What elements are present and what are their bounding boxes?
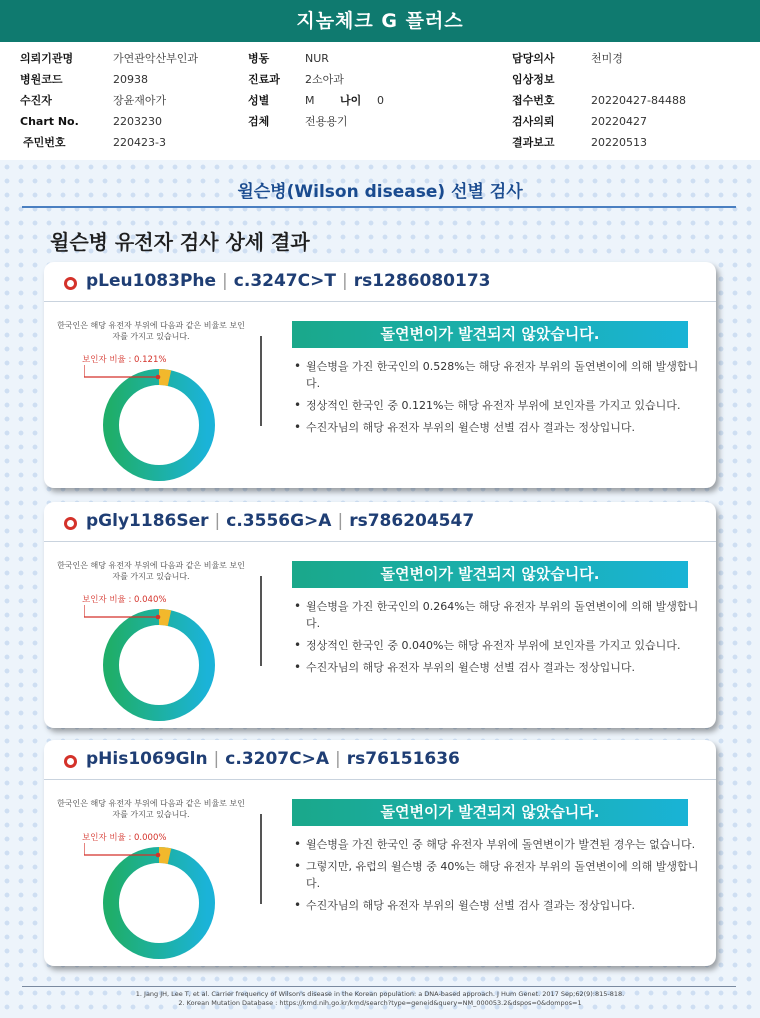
section-title: 윌슨병(Wilson disease) 선별 검사 — [237, 182, 523, 202]
bullet-item: • 윌슨병을 가진 한국인 중 해당 유전자 부위에 돌연변이가 발견된 경우는 없습니다. — [292, 836, 702, 853]
cdna-change: c.3207C>A — [225, 749, 330, 769]
carrier-marker-dot — [156, 853, 161, 858]
noncarrier-slice — [111, 617, 207, 713]
rs-id: rs76151636 — [346, 749, 460, 769]
bullet-item: • 그렇지만, 유럽의 윌슨병 중 40%는 해당 유전자 부위의 돌연변이에 의해 발생합니다. — [292, 858, 702, 892]
result-banner: 돌연변이가 발견되지 않았습니다. — [292, 321, 688, 348]
carrier-slice — [159, 617, 169, 618]
variant-id — [86, 749, 460, 769]
carrier-description: 한국인은 해당 유전자 부위에 다음과 같은 비율로 보인자를 가지고 있습니다. — [57, 799, 245, 819]
detail-subtitle: 윌슨병 유전자 검사 상세 결과 — [50, 230, 310, 254]
result-banner: 돌연변이가 발견되지 않았습니다. — [292, 561, 688, 588]
variant-card — [44, 502, 716, 728]
section-divider — [22, 206, 736, 208]
carrier-rate-label: 보인자 비율 : 0.000% — [82, 833, 167, 843]
circle-bullet-icon — [64, 755, 77, 768]
noncarrier-slice — [111, 377, 207, 473]
sex-value: M — [305, 94, 315, 107]
id-value: 220423-3 — [113, 136, 166, 149]
chart-value: 2203230 — [113, 115, 162, 128]
variant-header — [44, 502, 716, 542]
report-body — [0, 160, 760, 1018]
result-banner: 돌연변이가 발견되지 않았습니다. — [292, 799, 688, 826]
carrier-rate-label: 보인자 비율 : 0.121% — [82, 355, 167, 365]
rs-id: rs1286080173 — [353, 271, 491, 291]
variant-id — [86, 271, 490, 291]
protein-change: pHis1069Gln — [86, 749, 208, 769]
clinical-label: 임상정보 — [512, 73, 555, 86]
id-label: 주민번호 — [23, 136, 66, 149]
noncarrier-slice — [111, 855, 207, 951]
age-value: 0 — [377, 94, 384, 107]
reference-item: 2. Korean Mutation Database : https://kmd.nih.go.kr/kmd/search?type=geneid&query=NM_000053.2&dspos=0&dompos=1 — [178, 999, 582, 1007]
vertical-divider — [260, 336, 262, 426]
variant-header — [44, 740, 716, 780]
variant-card — [44, 740, 716, 966]
request-date-value: 20220427 — [591, 115, 647, 128]
result-bullets — [292, 836, 702, 919]
chart-label: Chart No. — [20, 115, 79, 128]
request-org-value: 가연관악산부인과 — [113, 52, 199, 65]
circle-bullet-icon — [64, 277, 77, 290]
variant-id — [86, 511, 474, 531]
bullet-item: • 정상적인 한국인 중 0.040%는 해당 유전자 부위에 보인자를 가지고 있습니다. — [292, 637, 702, 654]
report-date-label: 결과보고 — [512, 136, 555, 149]
dept-label: 진료과 — [248, 73, 280, 86]
ward-value: NUR — [305, 52, 329, 65]
separator: | — [335, 749, 341, 769]
separator: | — [214, 511, 221, 531]
reference-item: 1. Jang JH, Lee T, et al. Carrier frequency of Wilson's disease in the Korean population: a DNA-based approach. J Hum Genet. 2017 Sep;62(9):815-818. — [135, 990, 625, 998]
doctor-label: 담당의사 — [512, 52, 555, 65]
carrier-description: 한국인은 해당 유전자 부위에 다음과 같은 비율로 보인자를 가지고 있습니다. — [57, 321, 245, 341]
cdna-change: c.3247C>T — [233, 271, 336, 291]
hospital-code-value: 20938 — [113, 73, 148, 86]
patient-value: 장윤재아가 — [113, 94, 167, 107]
receipt-value: 20220427-84488 — [591, 94, 686, 107]
carrier-donut-chart — [84, 605, 234, 725]
bullet-item: • 수진자님의 해당 유전자 부위의 윌슨병 선별 검사 결과는 정상입니다. — [292, 419, 702, 436]
hospital-code-label: 병원코드 — [20, 73, 63, 86]
receipt-label: 접수번호 — [512, 94, 555, 107]
specimen-value: 전용용기 — [305, 115, 348, 128]
dept-value: 2소아과 — [305, 73, 344, 86]
doctor-value: 천미경 — [591, 52, 623, 65]
variant-card — [44, 262, 716, 488]
cdna-change: c.3556G>A — [226, 511, 332, 531]
age-label: 나이 — [340, 94, 362, 107]
carrier-donut-chart — [84, 365, 234, 485]
separator: | — [222, 271, 228, 291]
protein-change: pGly1186Ser — [86, 511, 209, 531]
references — [0, 990, 760, 1008]
variant-header — [44, 262, 716, 302]
report-title: 지놈체크 G 플러스 — [0, 0, 760, 42]
carrier-marker-dot — [156, 615, 161, 620]
sex-label: 성별 — [248, 94, 270, 107]
result-bullets — [292, 358, 702, 441]
request-date-label: 검사의뢰 — [512, 115, 555, 128]
specimen-label: 검체 — [248, 115, 270, 128]
patient-info-table — [0, 48, 760, 154]
circle-bullet-icon — [64, 517, 77, 530]
bullet-item: • 윌슨병을 가진 한국인의 0.528%는 해당 유전자 부위의 돌연변이에 의해 발생합니다. — [292, 358, 702, 392]
bullet-item: • 수진자님의 해당 유전자 부위의 윌슨병 선별 검사 결과는 정상입니다. — [292, 897, 702, 914]
separator: | — [337, 511, 344, 531]
patient-label: 수진자 — [20, 94, 52, 107]
bullet-item: • 윌슨병을 가진 한국인의 0.264%는 해당 유전자 부위의 돌연변이에 의해 발생합니다. — [292, 598, 702, 632]
carrier-description: 한국인은 해당 유전자 부위에 다음과 같은 비율로 보인자를 가지고 있습니다. — [57, 561, 245, 581]
rs-id: rs786204547 — [349, 511, 475, 531]
references-divider — [22, 986, 736, 987]
result-bullets — [292, 598, 702, 681]
bullet-item: • 수진자님의 해당 유전자 부위의 윌슨병 선별 검사 결과는 정상입니다. — [292, 659, 702, 676]
report-date-value: 20220513 — [591, 136, 647, 149]
separator: | — [341, 271, 348, 291]
vertical-divider — [260, 814, 262, 904]
separator: | — [213, 749, 220, 769]
carrier-donut-chart — [84, 843, 234, 963]
carrier-rate-label: 보인자 비율 : 0.040% — [82, 595, 167, 605]
protein-change: pLeu1083Phe — [86, 271, 217, 291]
carrier-slice — [159, 855, 169, 856]
carrier-slice — [159, 377, 169, 378]
bullet-item: • 정상적인 한국인 중 0.121%는 해당 유전자 부위에 보인자를 가지고 있습니다. — [292, 397, 702, 414]
request-org-label: 의뢰기관명 — [20, 52, 74, 65]
ward-label: 병동 — [248, 52, 270, 65]
vertical-divider — [260, 576, 262, 666]
carrier-marker-dot — [156, 375, 161, 380]
